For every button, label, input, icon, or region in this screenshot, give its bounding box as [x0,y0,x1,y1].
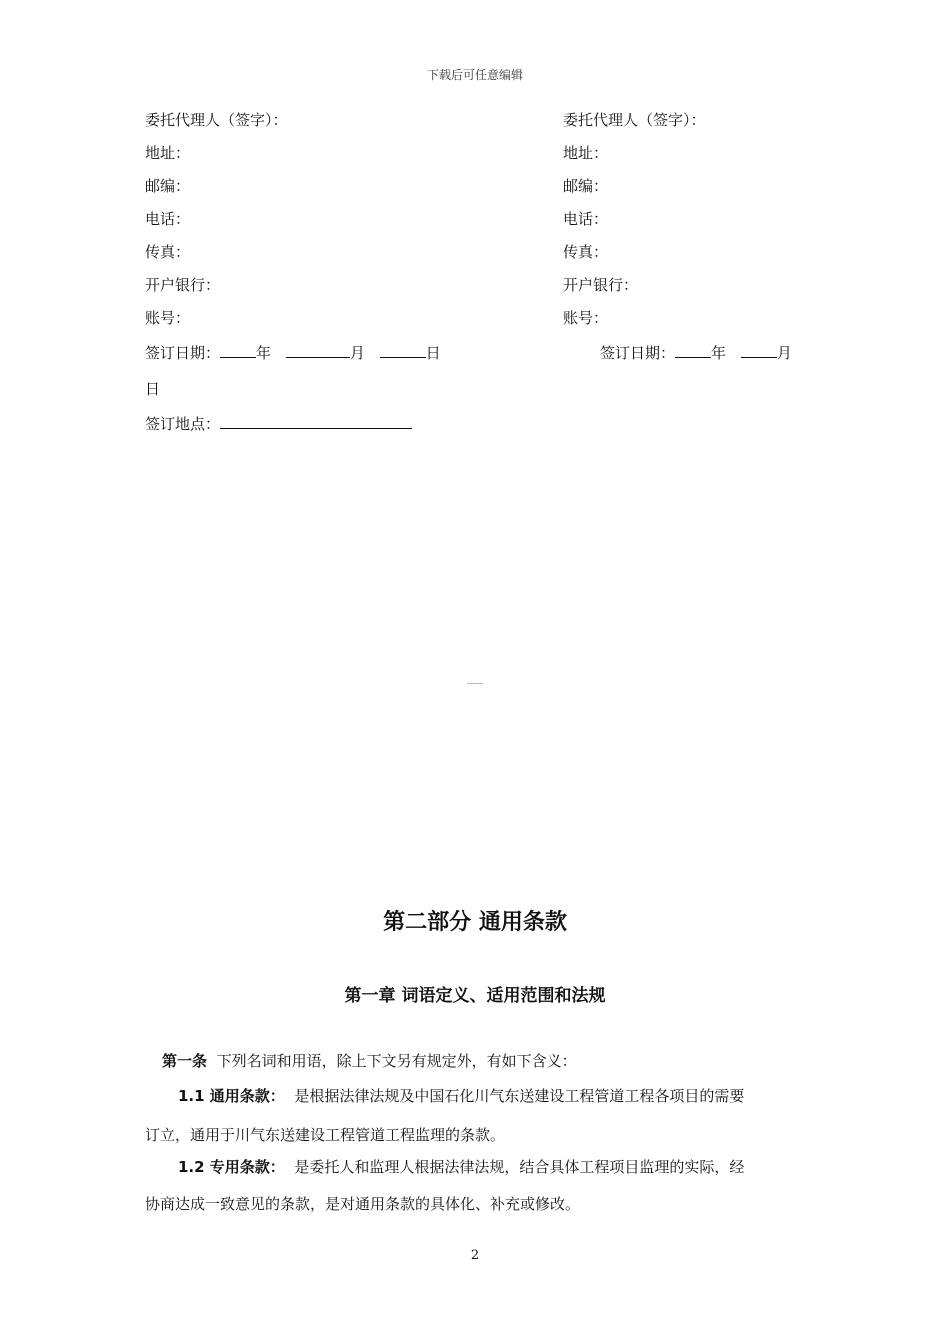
right-year-blank [675,342,711,358]
right-phone-label: 电话： [563,210,609,228]
right-year-label: 年 [711,344,727,362]
right-fax-label: 传真： [563,243,609,261]
clause-1-1-text-1: 是根据法律法规及中国石化川气东送建设工程管道工程各项目的需要 [294,1087,745,1105]
left-day-wrap: 日 [145,380,161,398]
right-sign-date-label: 签订日期： [600,344,676,362]
clause-1-2-line1 [178,1157,744,1177]
right-address-label: 地址： [563,144,609,162]
page-break-mark [467,683,483,684]
left-sign-date-row [145,342,441,363]
right-bank-label: 开户银行： [563,276,639,294]
left-account-label: 账号： [145,309,191,327]
header-note: 下载后可任意编辑 [426,68,523,82]
left-postcode-label: 邮编： [145,177,191,195]
left-month-blank [286,342,350,358]
right-postcode-label: 邮编： [563,177,609,195]
article-1-label: 第一条 [162,1052,208,1070]
left-month-label: 月 [349,344,365,362]
clause-1-1-label: 1.1 通用条款： [178,1087,285,1105]
part-title: 第二部分 通用条款 [383,910,567,935]
left-sign-place-blank [220,413,412,429]
left-agent-label: 委托代理人（签字）： [145,111,288,129]
right-account-label: 账号： [563,309,609,327]
clause-1-2-label: 1.2 专用条款： [178,1158,285,1176]
right-agent-label: 委托代理人（签字）： [563,111,706,129]
article-1-text: 下列名词和用语，除上下文另有规定外，有如下含义： [216,1052,577,1070]
left-sign-date-label: 签订日期： [145,344,221,362]
left-sign-place-label: 签订地点： [145,415,221,433]
left-year-blank [220,342,256,358]
clause-1-1-text-2: 订立，通用于川气东送建设工程管道工程监理的条款。 [145,1126,506,1144]
right-month-label: 月 [776,344,792,362]
clause-1-2-text-1: 是委托人和监理人根据法律法规，结合具体工程项目监理的实际，经 [294,1158,745,1176]
page-number: 2 [470,1248,480,1263]
left-year-label: 年 [256,344,272,362]
article-1 [162,1051,577,1071]
chapter-title: 第一章 词语定义、适用范围和法规 [344,986,606,1006]
left-day-label: 日 [425,344,441,362]
right-month-blank [741,342,777,358]
left-phone-label: 电话： [145,210,191,228]
left-day-blank [380,342,426,358]
left-fax-label: 传真： [145,243,191,261]
left-address-label: 地址： [145,144,191,162]
right-sign-date-row [600,342,792,363]
clause-1-2-text-2: 协商达成一致意见的条款，是对通用条款的具体化、补充或修改。 [145,1195,581,1213]
left-bank-label: 开户银行： [145,276,221,294]
clause-1-1-line1 [178,1086,744,1106]
left-sign-place-row [145,413,412,434]
